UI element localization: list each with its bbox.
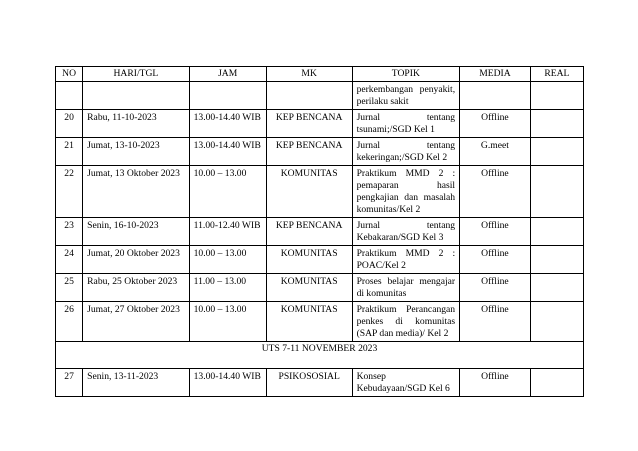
cell-media: Offline: [460, 110, 531, 138]
header-media: MEDIA: [460, 67, 531, 82]
cell-time: [189, 82, 266, 110]
cell-real: [530, 138, 583, 166]
table-row: [56, 166, 584, 218]
cell-no: 21: [56, 138, 83, 166]
cell-real: [530, 274, 583, 302]
cell-day: Jumat, 13-10-2023: [83, 138, 189, 166]
cell-topik: Konsep Kebudayaan/SGD Kel 6: [352, 369, 460, 397]
cell-real: [530, 110, 583, 138]
table-row-continued: [56, 82, 584, 110]
cell-day: Senin, 16-10-2023: [83, 218, 189, 246]
cell-day: Rabu, 25 Oktober 2023: [83, 274, 189, 302]
cell-day: Rabu, 11-10-2023: [83, 110, 189, 138]
cell-no: 27: [56, 369, 83, 397]
cell-day: Jumat, 27 Oktober 2023: [83, 302, 189, 342]
cell-real: [530, 302, 583, 342]
cell-media: Offline: [460, 246, 531, 274]
cell-real: [530, 246, 583, 274]
cell-media: Offline: [460, 166, 531, 218]
table-row: [56, 302, 584, 342]
table-row: [56, 369, 584, 397]
header-real: REAL: [530, 67, 583, 82]
table-row: [56, 218, 584, 246]
cell-time: 13.00-14.40 WIB: [189, 138, 266, 166]
cell-mk: PSIKOSOSIAL: [266, 369, 352, 397]
cell-time: 11.00 – 13.00: [189, 274, 266, 302]
cell-media: Offline: [460, 218, 531, 246]
cell-day: [83, 82, 189, 110]
cell-media: G.meet: [460, 138, 531, 166]
cell-time: 13.00-14.40 WIB: [189, 110, 266, 138]
table-header-row: [56, 67, 584, 82]
table-row: [56, 110, 584, 138]
cell-topik: Praktikum MMD 2 : pemaparan hasil pengkajian dan masalah komunitas/Kel 2: [352, 166, 460, 218]
cell-time: 10.00 – 13.00: [189, 302, 266, 342]
cell-topik: Praktikum Perancangan penkes di komunitas (SAP dan media)/ Kel 2: [352, 302, 460, 342]
cell-media: Offline: [460, 369, 531, 397]
cell-topik: Jurnal tentang kekeringan;/SGD Kel 2: [352, 138, 460, 166]
cell-time: 13.00-14.40 WIB: [189, 369, 266, 397]
header-mk: MK: [266, 67, 352, 82]
cell-real: [530, 166, 583, 218]
cell-media: [460, 82, 531, 110]
cell-topik: Jurnal tentang tsunami;/SGD Kel 1: [352, 110, 460, 138]
cell-topik: Jurnal tentang Kebakaran/SGD Kel 3: [352, 218, 460, 246]
table-row: [56, 138, 584, 166]
cell-mk: KEP BENCANA: [266, 138, 352, 166]
cell-time: 11.00-12.40 WIB: [189, 218, 266, 246]
cell-no: [56, 82, 83, 110]
schedule-table: [55, 66, 584, 397]
cell-day: Senin, 13-11-2023: [83, 369, 189, 397]
cell-time: 10.00 – 13.00: [189, 246, 266, 274]
cell-no: 20: [56, 110, 83, 138]
cell-no: 26: [56, 302, 83, 342]
cell-no: 25: [56, 274, 83, 302]
cell-topik: Proses belajar mengajar di komunitas: [352, 274, 460, 302]
cell-topik: perkembangan penyakit, perilaku sakit: [352, 82, 460, 110]
cell-media: Offline: [460, 274, 531, 302]
header-time: JAM: [189, 67, 266, 82]
cell-media: Offline: [460, 302, 531, 342]
header-topik: TOPIK: [352, 67, 460, 82]
cell-mk: KEP BENCANA: [266, 218, 352, 246]
cell-day: Jumat, 20 Oktober 2023: [83, 246, 189, 274]
cell-topik: Praktikum MMD 2 : POAC/Kel 2: [352, 246, 460, 274]
cell-mk: KEP BENCANA: [266, 110, 352, 138]
header-day: HARI/TGL: [83, 67, 189, 82]
uts-label: UTS 7-11 NOVEMBER 2023: [56, 342, 584, 369]
header-no: NO: [56, 67, 83, 82]
uts-row: [56, 342, 584, 369]
cell-real: [530, 369, 583, 397]
cell-no: 22: [56, 166, 83, 218]
cell-real: [530, 218, 583, 246]
cell-mk: KOMUNITAS: [266, 302, 352, 342]
cell-mk: KOMUNITAS: [266, 274, 352, 302]
cell-mk: KOMUNITAS: [266, 246, 352, 274]
table-row: [56, 246, 584, 274]
cell-no: 24: [56, 246, 83, 274]
cell-no: 23: [56, 218, 83, 246]
cell-real: [530, 82, 583, 110]
table-row: [56, 274, 584, 302]
cell-day: Jumat, 13 Oktober 2023: [83, 166, 189, 218]
cell-mk: [266, 82, 352, 110]
cell-time: 10.00 – 13.00: [189, 166, 266, 218]
cell-mk: KOMUNITAS: [266, 166, 352, 218]
